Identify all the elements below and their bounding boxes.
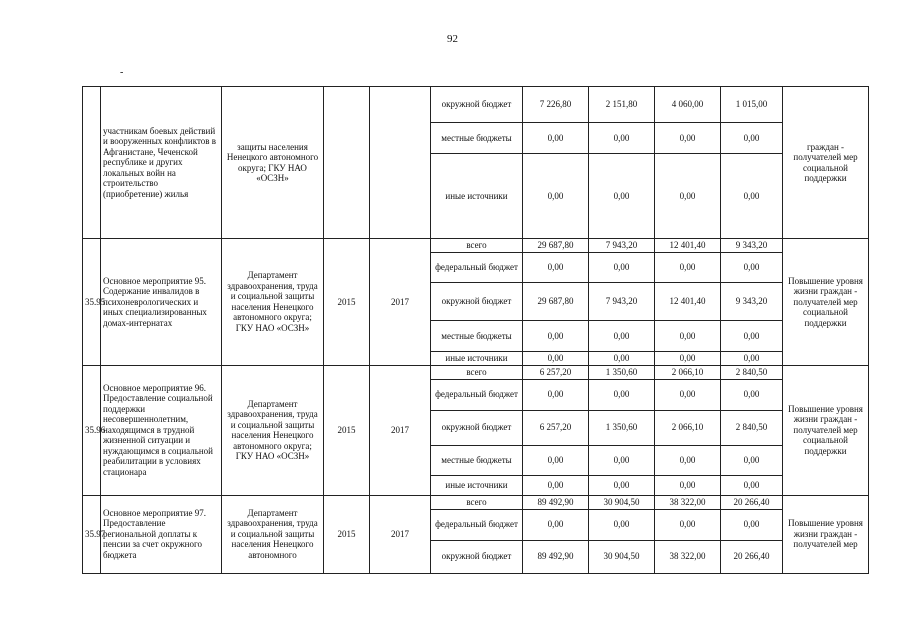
event-cell: Основное мероприятие 96. Предоставление социальной поддержки несовершеннолетним, находящимся в трудной жизненной ситуации и нуждающимся в социальной реабилитации в условиях стационара [101, 365, 222, 495]
end-year-cell: 2017 [370, 495, 431, 573]
y2016-cell: 38 322,00 [655, 540, 721, 573]
total-cell: 0,00 [523, 123, 589, 154]
event-cell: Основное мероприятие 95. Содержание инвалидов в психоневрологических и иных специализированных домах-интернатах [101, 239, 222, 366]
source-cell: федеральный бюджет [431, 253, 523, 283]
y2016-cell: 0,00 [655, 123, 721, 154]
total-cell: 0,00 [523, 475, 589, 495]
event-cell: Основное мероприятие 97. Предоставление региональной доплаты к пенсии за счет окружного бюджета [101, 495, 222, 573]
y2015-cell: 0,00 [589, 379, 655, 410]
y2016-cell: 0,00 [655, 253, 721, 283]
event-cell: участникам боевых действий и вооруженных конфликтов в Афганистане, Чеченской республике и других локальных войн на строительство (приобретение) жилья [101, 87, 222, 239]
y2017-cell: 1 015,00 [721, 87, 783, 123]
start-year-cell: 2015 [324, 239, 370, 366]
y2015-cell: 30 904,50 [589, 540, 655, 573]
total-cell: 89 492,90 [523, 540, 589, 573]
total-cell: 29 687,80 [523, 283, 589, 321]
y2017-cell: 0,00 [721, 445, 783, 475]
end-year-cell [370, 87, 431, 239]
table-row [83, 239, 869, 253]
y2017-cell: 9 343,20 [721, 239, 783, 253]
executor-cell: Департамент здравоохранения, труда и социальной защиты населения Ненецкого автономного округа; ГКУ НАО «ОСЗН» [222, 239, 324, 366]
y2015-cell: 0,00 [589, 321, 655, 352]
result-cell: Повышение уровня жизни граждан - получателей мер [783, 495, 869, 573]
row-number-cell: 35.95 [83, 239, 101, 366]
leading-mark: - [120, 67, 124, 78]
total-cell: 0,00 [523, 509, 589, 540]
row-number-cell [83, 87, 101, 239]
total-cell: 6 257,20 [523, 365, 589, 379]
y2015-cell: 0,00 [589, 475, 655, 495]
total-cell: 7 226,80 [523, 87, 589, 123]
source-cell: местные бюджеты [431, 123, 523, 154]
y2015-cell: 30 904,50 [589, 495, 655, 509]
y2016-cell: 0,00 [655, 475, 721, 495]
table-row [83, 365, 869, 379]
y2016-cell: 0,00 [655, 321, 721, 352]
end-year-cell: 2017 [370, 365, 431, 495]
table-body [83, 87, 869, 574]
y2016-cell: 12 401,40 [655, 283, 721, 321]
total-cell: 0,00 [523, 154, 589, 239]
source-cell: иные источники [431, 475, 523, 495]
source-cell: всего [431, 365, 523, 379]
executor-cell: защиты населения Ненецкого автономного округа; ГКУ НАО «ОСЗН» [222, 87, 324, 239]
y2016-cell: 0,00 [655, 509, 721, 540]
row-number-cell: 35.97 [83, 495, 101, 573]
total-cell: 0,00 [523, 321, 589, 352]
y2017-cell: 0,00 [721, 379, 783, 410]
source-cell: местные бюджеты [431, 445, 523, 475]
y2015-cell: 2 151,80 [589, 87, 655, 123]
source-cell: федеральный бюджет [431, 509, 523, 540]
y2017-cell: 0,00 [721, 475, 783, 495]
table-row [83, 87, 869, 123]
y2015-cell: 1 350,60 [589, 410, 655, 445]
source-cell: окружной бюджет [431, 283, 523, 321]
executor-cell: Департамент здравоохранения, труда и социальной защиты населения Ненецкого автономного [222, 495, 324, 573]
result-cell: граждан - получателей мер социальной поддержки [783, 87, 869, 239]
total-cell: 0,00 [523, 352, 589, 366]
total-cell: 6 257,20 [523, 410, 589, 445]
y2016-cell: 2 066,10 [655, 365, 721, 379]
y2016-cell: 12 401,40 [655, 239, 721, 253]
start-year-cell [324, 87, 370, 239]
total-cell: 0,00 [523, 379, 589, 410]
source-cell: местные бюджеты [431, 321, 523, 352]
total-cell: 29 687,80 [523, 239, 589, 253]
start-year-cell: 2015 [324, 495, 370, 573]
y2017-cell: 2 840,50 [721, 410, 783, 445]
y2017-cell: 0,00 [721, 123, 783, 154]
table-row [83, 495, 869, 509]
source-cell: окружной бюджет [431, 410, 523, 445]
end-year-cell: 2017 [370, 239, 431, 366]
y2015-cell: 0,00 [589, 352, 655, 366]
y2016-cell: 0,00 [655, 379, 721, 410]
financing-table [82, 86, 869, 574]
y2015-cell: 7 943,20 [589, 239, 655, 253]
y2015-cell: 0,00 [589, 253, 655, 283]
y2017-cell: 0,00 [721, 352, 783, 366]
y2015-cell: 7 943,20 [589, 283, 655, 321]
source-cell: всего [431, 239, 523, 253]
source-cell: окружной бюджет [431, 540, 523, 573]
source-cell: иные источники [431, 352, 523, 366]
row-number-cell: 35.96 [83, 365, 101, 495]
total-cell: 89 492,90 [523, 495, 589, 509]
page-number: 92 [447, 33, 458, 45]
y2017-cell: 2 840,50 [721, 365, 783, 379]
y2016-cell: 38 322,00 [655, 495, 721, 509]
total-cell: 0,00 [523, 445, 589, 475]
y2015-cell: 0,00 [589, 445, 655, 475]
executor-cell: Департамент здравоохранения, труда и социальной защиты населения Ненецкого автономного округа; ГКУ НАО «ОСЗН» [222, 365, 324, 495]
y2016-cell: 0,00 [655, 154, 721, 239]
source-cell: окружной бюджет [431, 87, 523, 123]
total-cell: 0,00 [523, 253, 589, 283]
y2015-cell: 0,00 [589, 509, 655, 540]
y2016-cell: 2 066,10 [655, 410, 721, 445]
source-cell: иные источники [431, 154, 523, 239]
y2015-cell: 1 350,60 [589, 365, 655, 379]
result-cell: Повышение уровня жизни граждан - получателей мер социальной поддержки [783, 239, 869, 366]
y2016-cell: 0,00 [655, 352, 721, 366]
y2015-cell: 0,00 [589, 123, 655, 154]
y2017-cell: 0,00 [721, 154, 783, 239]
y2017-cell: 0,00 [721, 253, 783, 283]
y2016-cell: 4 060,00 [655, 87, 721, 123]
y2017-cell: 20 266,40 [721, 495, 783, 509]
start-year-cell: 2015 [324, 365, 370, 495]
y2016-cell: 0,00 [655, 445, 721, 475]
y2017-cell: 9 343,20 [721, 283, 783, 321]
y2017-cell: 20 266,40 [721, 540, 783, 573]
y2017-cell: 0,00 [721, 321, 783, 352]
source-cell: всего [431, 495, 523, 509]
y2015-cell: 0,00 [589, 154, 655, 239]
source-cell: федеральный бюджет [431, 379, 523, 410]
result-cell: Повышение уровня жизни граждан - получателей мер социальной поддержки [783, 365, 869, 495]
y2017-cell: 0,00 [721, 509, 783, 540]
